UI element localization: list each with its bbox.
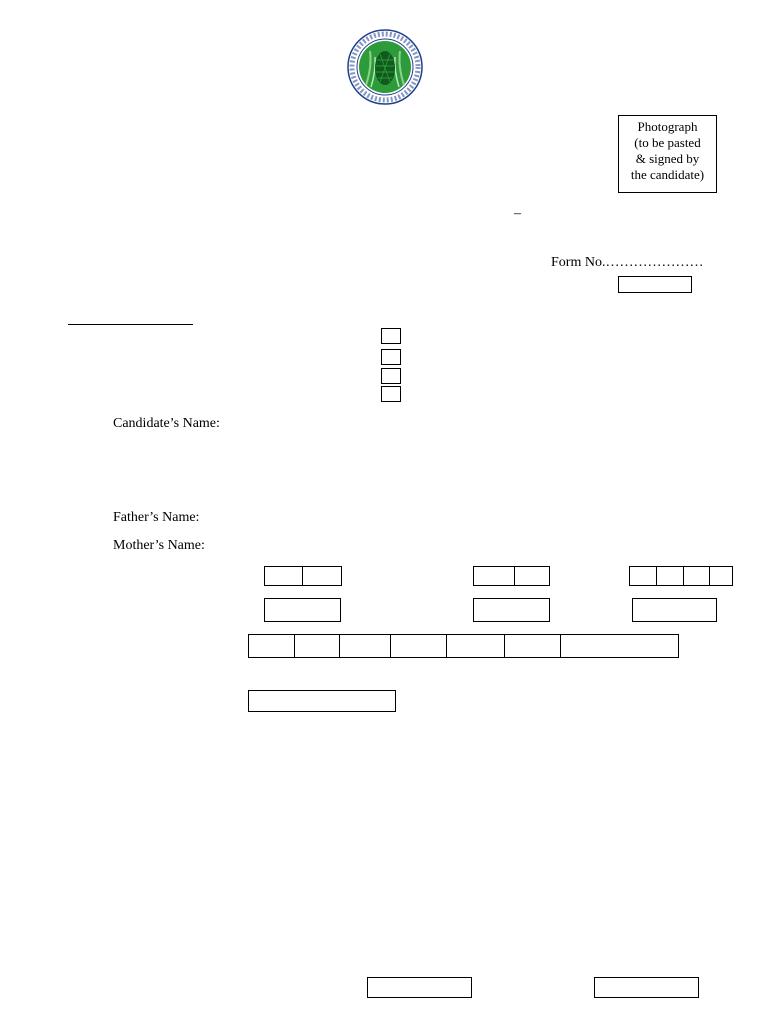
dash-mark: – (514, 206, 521, 221)
option-checkbox-4[interactable] (381, 386, 401, 402)
father-name-label: Father’s Name: (113, 510, 200, 525)
segment-divider (683, 567, 684, 585)
segmented-field-3[interactable] (629, 566, 733, 586)
photograph-instruction-2: & signed by (635, 151, 700, 166)
candidate-name-label: Candidate’s Name: (113, 416, 220, 431)
option-checkbox-2[interactable] (381, 349, 401, 365)
segment-divider (504, 635, 505, 657)
segment-divider (302, 567, 303, 585)
segmented-field-1[interactable] (264, 566, 342, 586)
segment-divider (656, 567, 657, 585)
segment-divider (294, 635, 295, 657)
mother-name-label: Mother’s Name: (113, 538, 205, 553)
segment-divider (709, 567, 710, 585)
bottom-input-box-1[interactable] (367, 977, 472, 998)
option-checkbox-3[interactable] (381, 368, 401, 384)
photograph-box (618, 115, 717, 193)
input-box-1[interactable] (264, 598, 341, 622)
bottom-input-box-2[interactable] (594, 977, 699, 998)
institute-logo (346, 27, 424, 107)
segment-divider (446, 635, 447, 657)
segment-divider (339, 635, 340, 657)
segment-divider (514, 567, 515, 585)
input-box-4[interactable] (248, 690, 396, 712)
form-no-field[interactable] (618, 276, 692, 293)
segmented-long-field[interactable] (248, 634, 679, 658)
photograph-label: Photograph (637, 119, 698, 134)
segment-divider (560, 635, 561, 657)
photograph-instruction-3: the candidate) (630, 167, 705, 182)
option-checkbox-1[interactable] (381, 328, 401, 344)
segmented-field-2[interactable] (473, 566, 550, 586)
form-no-label: Form No.………………… (551, 255, 704, 270)
input-box-2[interactable] (473, 598, 550, 622)
segment-divider (390, 635, 391, 657)
pine-cone-emblem-icon (346, 27, 424, 107)
input-box-3[interactable] (632, 598, 717, 622)
photograph-instruction-1: (to be pasted (634, 135, 701, 150)
section-underline (68, 324, 193, 325)
